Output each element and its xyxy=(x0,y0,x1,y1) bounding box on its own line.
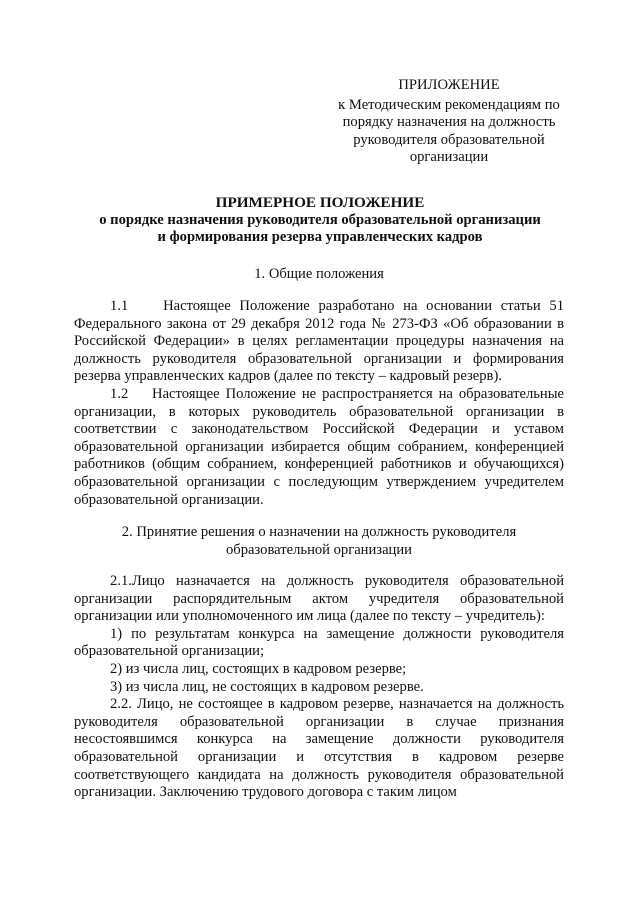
list-item: 2) из числа лиц, состоящих в кадровом резерве; xyxy=(110,660,407,677)
appendix-heading: ПРИЛОЖЕНИЕ xyxy=(398,77,500,93)
section-1-heading: 1. Общие положения xyxy=(254,266,384,282)
list-item: 1) по результатам конкурса на замещение должности руководителя образовательной организации; xyxy=(74,625,564,660)
list-item: 3) из числа лиц, не состоящих в кадровом резерве. xyxy=(110,678,424,695)
paragraph-number: 1.2 xyxy=(110,385,129,402)
section-2-body xyxy=(74,573,564,802)
paragraph-2-2: 2.2. Лицо, не состоящее в кадровом резерве, назначается на должность руководителя образовательной организации в случае признания несостоявшимся конкурса на замещение должности руководителя образовательной организации и отсутствия в кадровом резерве соответствующего кандидата на должность руководителя образовательной организации. Заключению трудового договора с таким лицом xyxy=(74,696,564,801)
paragraph-text: Настоящее Положение разработано на основании статьи 51 Федерального закона от 29 декабря 2012 года № 273-ФЗ «Об образовании в Российской Федерации» в целях регламентации процедуры назначения на должность руководителя образовательной организации и формирования резерва управленческих кадров (далее по тексту – кадровый резерв). xyxy=(74,298,565,385)
section-2-heading xyxy=(76,524,562,559)
paragraph-2-1: 2.1.Лицо назначается на должность руководителя образовательной организации распорядительным актом учредителя образовательной организации или уполномоченного им лица (далее по тексту – учредитель): xyxy=(74,573,564,625)
paragraph-1-2 xyxy=(74,386,564,509)
paragraph-1-1 xyxy=(74,298,564,386)
paragraph-number: 1.1 xyxy=(110,298,129,314)
section-1-body xyxy=(74,298,564,509)
document-title xyxy=(60,194,580,247)
appendix-block xyxy=(318,77,580,167)
appendix-line: к Методическим рекомендациям по xyxy=(338,96,560,113)
appendix-line: порядку назначения на должность xyxy=(342,114,556,131)
appendix-line: руководителя образовательной xyxy=(353,131,545,148)
title-sub-line: о порядке назначения руководителя образовательной организации xyxy=(99,211,541,228)
paragraph-text: Настоящее Положение не распространяется на образовательные организации, в которых руководитель образовательной организации в соответствии с законодательством Российской Федерации и уставом образовательной организации избирается общим собранием, конференцией работников (общим собранием, конференцией работников и обучающихся) образовательной организации с последующим утверждением учредителем образовательной организации. xyxy=(74,385,564,508)
appendix-line: организации xyxy=(409,149,489,166)
section-2-heading-line: 2. Принятие решения о назначении на должность руководителя xyxy=(121,524,517,540)
title-main: ПРИМЕРНОЕ ПОЛОЖЕНИЕ xyxy=(215,194,425,211)
section-2-heading-line: образовательной организации xyxy=(226,541,412,558)
title-sub-line: и формирования резерва управленческих кадров xyxy=(157,229,483,246)
